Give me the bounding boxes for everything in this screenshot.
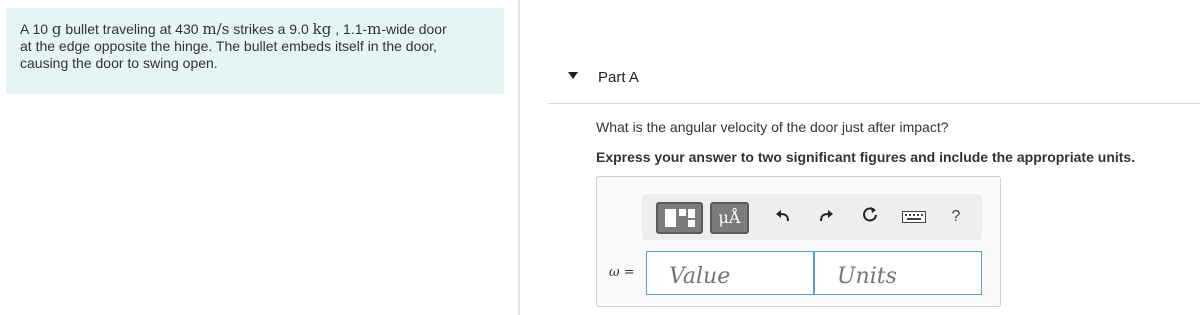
reset-icon[interactable] [858, 206, 882, 228]
templates-button[interactable] [656, 202, 703, 234]
units-button[interactable]: μÅ [710, 202, 749, 234]
problem-text: -wide door [381, 21, 447, 37]
question-text: What is the angular velocity of the door just after impact? [596, 119, 949, 135]
answer-panel [596, 176, 1001, 307]
problem-text: strikes a 9.0 [229, 21, 313, 37]
help-button[interactable]: ? [951, 208, 961, 225]
problem-text: bullet traveling at 430 [61, 21, 203, 37]
caret-down-icon[interactable] [568, 72, 578, 79]
unit-ms: m/s [202, 20, 230, 38]
keyboard-icon[interactable] [901, 206, 927, 228]
template-block-icon [688, 209, 695, 218]
problem-text: A 10 [20, 21, 52, 37]
problem-text: , 1.1- [331, 21, 368, 37]
variable-label: ω = [609, 265, 635, 280]
problem-line-1 [20, 21, 490, 38]
unit-kg: kg [312, 20, 332, 38]
template-block-icon [688, 220, 695, 227]
instruction-text: Express your answer to two significant figures and include the appropriate units. [596, 149, 1136, 165]
unit-m: m [367, 20, 382, 38]
problem-line-2: at the edge opposite the hinge. The bullet embeds itself in the door, [20, 38, 437, 54]
template-block-icon [665, 209, 676, 227]
units-input[interactable] [814, 251, 982, 295]
value-input[interactable] [646, 251, 814, 295]
redo-icon[interactable] [814, 206, 838, 228]
math-toolbar [642, 194, 982, 240]
problem-line-3: causing the door to swing open. [20, 55, 218, 71]
undo-icon[interactable] [771, 206, 795, 228]
column-divider [518, 0, 520, 315]
part-a-header[interactable] [548, 57, 1200, 104]
unit-g: g [51, 20, 62, 38]
template-block-icon [679, 209, 686, 216]
problem-statement [6, 8, 504, 94]
part-title[interactable]: Part A [598, 69, 639, 86]
